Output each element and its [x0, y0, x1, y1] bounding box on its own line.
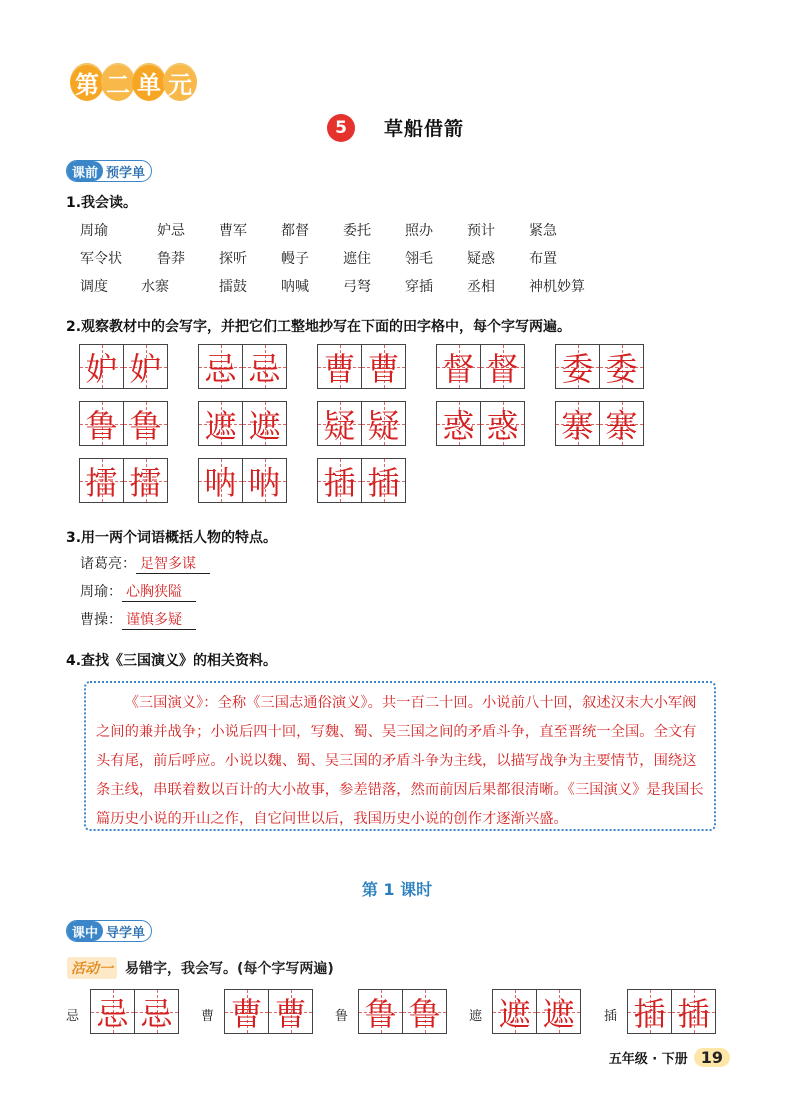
- tag-sub: 预学单: [106, 165, 146, 181]
- word: 探听: [219, 251, 247, 267]
- grid-cell: [437, 345, 480, 388]
- lesson-title: 草船借箭: [384, 118, 465, 140]
- grid-cell: [123, 459, 167, 502]
- answer-line: [80, 609, 196, 630]
- grid-char: 寨: [561, 406, 594, 445]
- q4-title: 4.查找《三国演义》的相关资料。: [66, 653, 278, 669]
- grid-cell: [123, 345, 167, 388]
- grid-char: 曹: [274, 994, 307, 1033]
- grid-prompt-char: 插: [604, 1009, 618, 1024]
- word: 神机妙算: [529, 279, 585, 295]
- grid-char: 忌: [204, 349, 237, 388]
- grid-char: 遮: [542, 994, 575, 1033]
- writing-grid: [198, 344, 287, 389]
- grid-char: 鲁: [408, 994, 441, 1033]
- grid-char: 疑: [323, 406, 356, 445]
- word: 遮住: [343, 251, 371, 267]
- writing-grid: [79, 344, 168, 389]
- q3-title: 3.用一两个词语概括人物的特点。: [66, 530, 278, 546]
- grid-cell: [359, 990, 402, 1033]
- grid-char: 呐: [204, 463, 237, 502]
- grid-char: 妒: [85, 349, 118, 388]
- grid-char: 督: [486, 349, 519, 388]
- grid-prompt-char: 鲁: [335, 1009, 349, 1024]
- grid-cell: [480, 402, 524, 445]
- grid-cell: [361, 402, 405, 445]
- word: 妒忌: [157, 223, 185, 239]
- unit-char: 第: [70, 63, 104, 101]
- grid-cell: [80, 402, 123, 445]
- grid-cell: [199, 345, 242, 388]
- tag-main: 课前: [67, 161, 103, 181]
- character-name: 诸葛亮：: [80, 556, 136, 572]
- word: 布置: [529, 251, 557, 267]
- grid-cell: [318, 459, 361, 502]
- grid-char: 插: [633, 994, 666, 1033]
- grid-cell: [599, 345, 643, 388]
- grid-prompt-char: 曹: [201, 1009, 215, 1024]
- answer-line: [80, 581, 196, 602]
- page-footer: [609, 1048, 730, 1067]
- grid-char: 忌: [248, 349, 281, 388]
- grid-cell: [671, 990, 715, 1033]
- q2-title: 2.观察教材中的会写字，并把它们工整地抄写在下面的田字格中，每个字写两遍。: [66, 319, 572, 335]
- unit-char: 单: [132, 63, 166, 101]
- grid-char: 鲁: [129, 406, 162, 445]
- grid-cell: [402, 990, 446, 1033]
- activity-heading: [67, 957, 334, 979]
- grid-cell: [134, 990, 178, 1033]
- word: 都督: [281, 223, 309, 239]
- word: 鲁莽: [157, 251, 185, 267]
- unit-banner: [70, 63, 194, 101]
- grid-cell: [493, 990, 536, 1033]
- grid-char: 鲁: [85, 406, 118, 445]
- grid-char: 遮: [498, 994, 531, 1033]
- word: 军令状: [80, 251, 122, 267]
- grid-char: 擂: [85, 463, 118, 502]
- grid-cell: [268, 990, 312, 1033]
- in-class-tag: [66, 920, 152, 942]
- word: 曹军: [219, 223, 247, 239]
- grid-char: 忌: [140, 994, 173, 1033]
- grid-char: 惑: [442, 406, 475, 445]
- grid-char: 鲁: [364, 994, 397, 1033]
- grid-cell: [361, 345, 405, 388]
- tag-sub: 导学单: [106, 925, 146, 941]
- writing-grid: [436, 401, 525, 446]
- writing-grid: [198, 401, 287, 446]
- writing-grid: [224, 989, 313, 1034]
- word: 穿插: [405, 279, 433, 295]
- grid-cell: [242, 402, 286, 445]
- word: 幔子: [281, 251, 309, 267]
- grid-char: 曹: [230, 994, 263, 1033]
- grid-char: 擂: [129, 463, 162, 502]
- writing-grid: [79, 458, 168, 503]
- answer-line: [80, 553, 210, 574]
- answer-text: 谨慎多疑: [122, 609, 196, 630]
- grid-char: 督: [442, 349, 475, 388]
- grid-char: 委: [605, 349, 638, 388]
- period-title: 第 1 课时: [361, 880, 433, 899]
- word: 紧急: [529, 223, 557, 239]
- word: 疑惑: [467, 251, 495, 267]
- word: 委托: [343, 223, 371, 239]
- grid-cell: [80, 459, 123, 502]
- answer-text: 足智多谋: [136, 553, 210, 574]
- writing-grid: [436, 344, 525, 389]
- answer-text: 心胸狭隘: [122, 581, 196, 602]
- word: 预计: [467, 223, 495, 239]
- word: 翎毛: [405, 251, 433, 267]
- page-number: 19: [694, 1048, 730, 1067]
- grid-char: 遮: [204, 406, 237, 445]
- grid-char: 插: [367, 463, 400, 502]
- word: 丞相: [467, 279, 495, 295]
- grid-cell: [318, 402, 361, 445]
- activity-label: 活动一: [67, 957, 117, 979]
- grid-char: 寨: [605, 406, 638, 445]
- writing-grid: [198, 458, 287, 503]
- grid-cell: [437, 402, 480, 445]
- character-name: 周瑜：: [80, 584, 122, 600]
- grid-cell: [242, 459, 286, 502]
- grid-char: 曹: [323, 349, 356, 388]
- writing-grid: [317, 401, 406, 446]
- grid-char: 插: [677, 994, 710, 1033]
- grid-cell: [480, 345, 524, 388]
- reference-text-box: 《三国演义》：全称《三国志通俗演义》。共一百二十回。小说前八十回，叙述汉末大小军阀之间的兼并战争；小说后四十回，写魏、蜀、吴三国之间的矛盾斗争，直至晋统一全国。全文有头有尾，前后呼应。小说以魏、蜀、吴三国的矛盾斗争为主线，以描写战争为主要情节，围绕这条主线，串联着数以百计的大小故事，参差错落，然而前因后果都很清晰。《三国演义》是我国长篇历史小说的开山之作，自它问世以后，我国历史小说的创作才逐渐兴盛。: [84, 681, 716, 831]
- grid-cell: [242, 345, 286, 388]
- lesson-number-badge: 5: [327, 114, 355, 142]
- grid-char: 曹: [367, 349, 400, 388]
- writing-grid: [317, 344, 406, 389]
- grid-cell: [91, 990, 134, 1033]
- grade-label: 五年级 · 下册: [608, 1052, 688, 1067]
- writing-grid: [555, 344, 644, 389]
- word: 照办: [405, 223, 433, 239]
- grid-cell: [628, 990, 671, 1033]
- grid-char: 疑: [367, 406, 400, 445]
- writing-grid: [79, 401, 168, 446]
- writing-grid: [317, 458, 406, 503]
- grid-cell: [556, 345, 599, 388]
- grid-prompt-char: 忌: [66, 1009, 80, 1024]
- q1-title: 1.我会读。: [66, 195, 138, 211]
- pre-class-tag: [66, 160, 152, 182]
- writing-grid: [555, 401, 644, 446]
- grid-char: 惑: [486, 406, 519, 445]
- grid-cell: [556, 402, 599, 445]
- grid-char: 忌: [96, 994, 129, 1033]
- grid-cell: [199, 459, 242, 502]
- unit-char: 元: [163, 63, 197, 101]
- grid-char: 妒: [129, 349, 162, 388]
- grid-cell: [361, 459, 405, 502]
- grid-cell: [80, 345, 123, 388]
- writing-grid: [90, 989, 179, 1034]
- grid-cell: [599, 402, 643, 445]
- character-name: 曹操：: [80, 612, 122, 628]
- grid-cell: [318, 345, 361, 388]
- writing-grid: [492, 989, 581, 1034]
- grid-prompt-char: 遮: [469, 1009, 483, 1024]
- unit-char: 二: [101, 63, 135, 101]
- tag-main: 课中: [67, 921, 103, 941]
- grid-char: 委: [561, 349, 594, 388]
- grid-cell: [199, 402, 242, 445]
- grid-char: 插: [323, 463, 356, 502]
- grid-cell: [536, 990, 580, 1033]
- grid-char: 遮: [248, 406, 281, 445]
- word: 弓弩: [343, 279, 371, 295]
- writing-grid: [358, 989, 447, 1034]
- word: 擂鼓: [219, 279, 247, 295]
- writing-grid: [627, 989, 716, 1034]
- word: 调度: [80, 279, 108, 295]
- activity-text: 易错字，我会写。(每个字写两遍): [125, 961, 334, 977]
- word: 周瑜: [80, 223, 108, 239]
- grid-cell: [225, 990, 268, 1033]
- word: 呐喊: [281, 279, 309, 295]
- grid-char: 呐: [248, 463, 281, 502]
- word: 水寨: [141, 279, 169, 295]
- grid-cell: [123, 402, 167, 445]
